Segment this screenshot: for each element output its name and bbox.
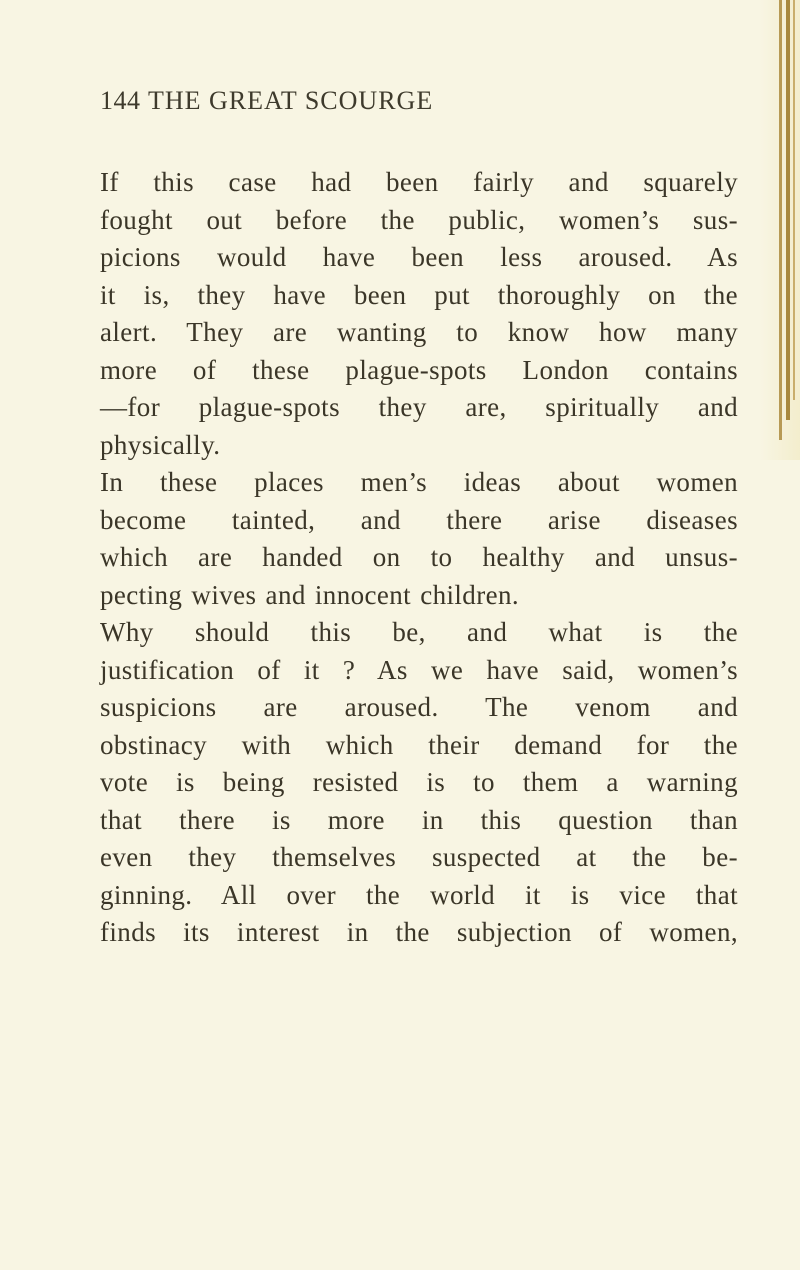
- running-header: [100, 86, 740, 116]
- text-line: picions would have been less aroused. As: [100, 242, 738, 272]
- text-line: —for plague-spots they are, spiritually and: [100, 392, 738, 422]
- running-title: THE GREAT SCOURGE: [148, 86, 434, 115]
- text-line: more of these plague-spots London contains: [100, 354, 738, 385]
- text-line: pecting wives and innocent children.: [100, 579, 520, 610]
- text-line: ginning. All over the world it is vice that: [100, 879, 738, 910]
- text-line: physically.: [100, 429, 221, 460]
- book-edge-line: [786, 0, 790, 420]
- text-line: suspicions are aroused. The venom and: [100, 692, 738, 722]
- book-edge-line: [779, 0, 782, 440]
- page-number: 144: [100, 86, 141, 115]
- text-line: obstinacy with which their demand for the: [100, 729, 738, 760]
- book-edge-line: [793, 0, 795, 400]
- text-line: vote is being resisted is to them a warning: [100, 767, 738, 797]
- text-line: even they themselves suspected at the be-: [100, 842, 738, 872]
- text-line: finds its interest in the subjection of women,: [100, 917, 738, 947]
- text-line: Why should this be, and what is the: [100, 617, 738, 647]
- text-line: In these places men’s ideas about women: [100, 467, 738, 497]
- text-line: fought out before the public, women’s sus-: [100, 204, 738, 235]
- body-text: [100, 164, 738, 952]
- text-line: justification of it ? As we have said, women’s: [100, 654, 738, 685]
- text-line: it is, they have been put thoroughly on the: [100, 279, 738, 310]
- text-line: become tainted, and there arise diseases: [100, 504, 738, 535]
- text-line: that there is more in this question than: [100, 804, 738, 835]
- text-line: which are handed on to healthy and unsus-: [100, 542, 738, 572]
- text-line: If this case had been fairly and squarely: [100, 167, 738, 197]
- text-line: alert. They are wanting to know how many: [100, 317, 738, 347]
